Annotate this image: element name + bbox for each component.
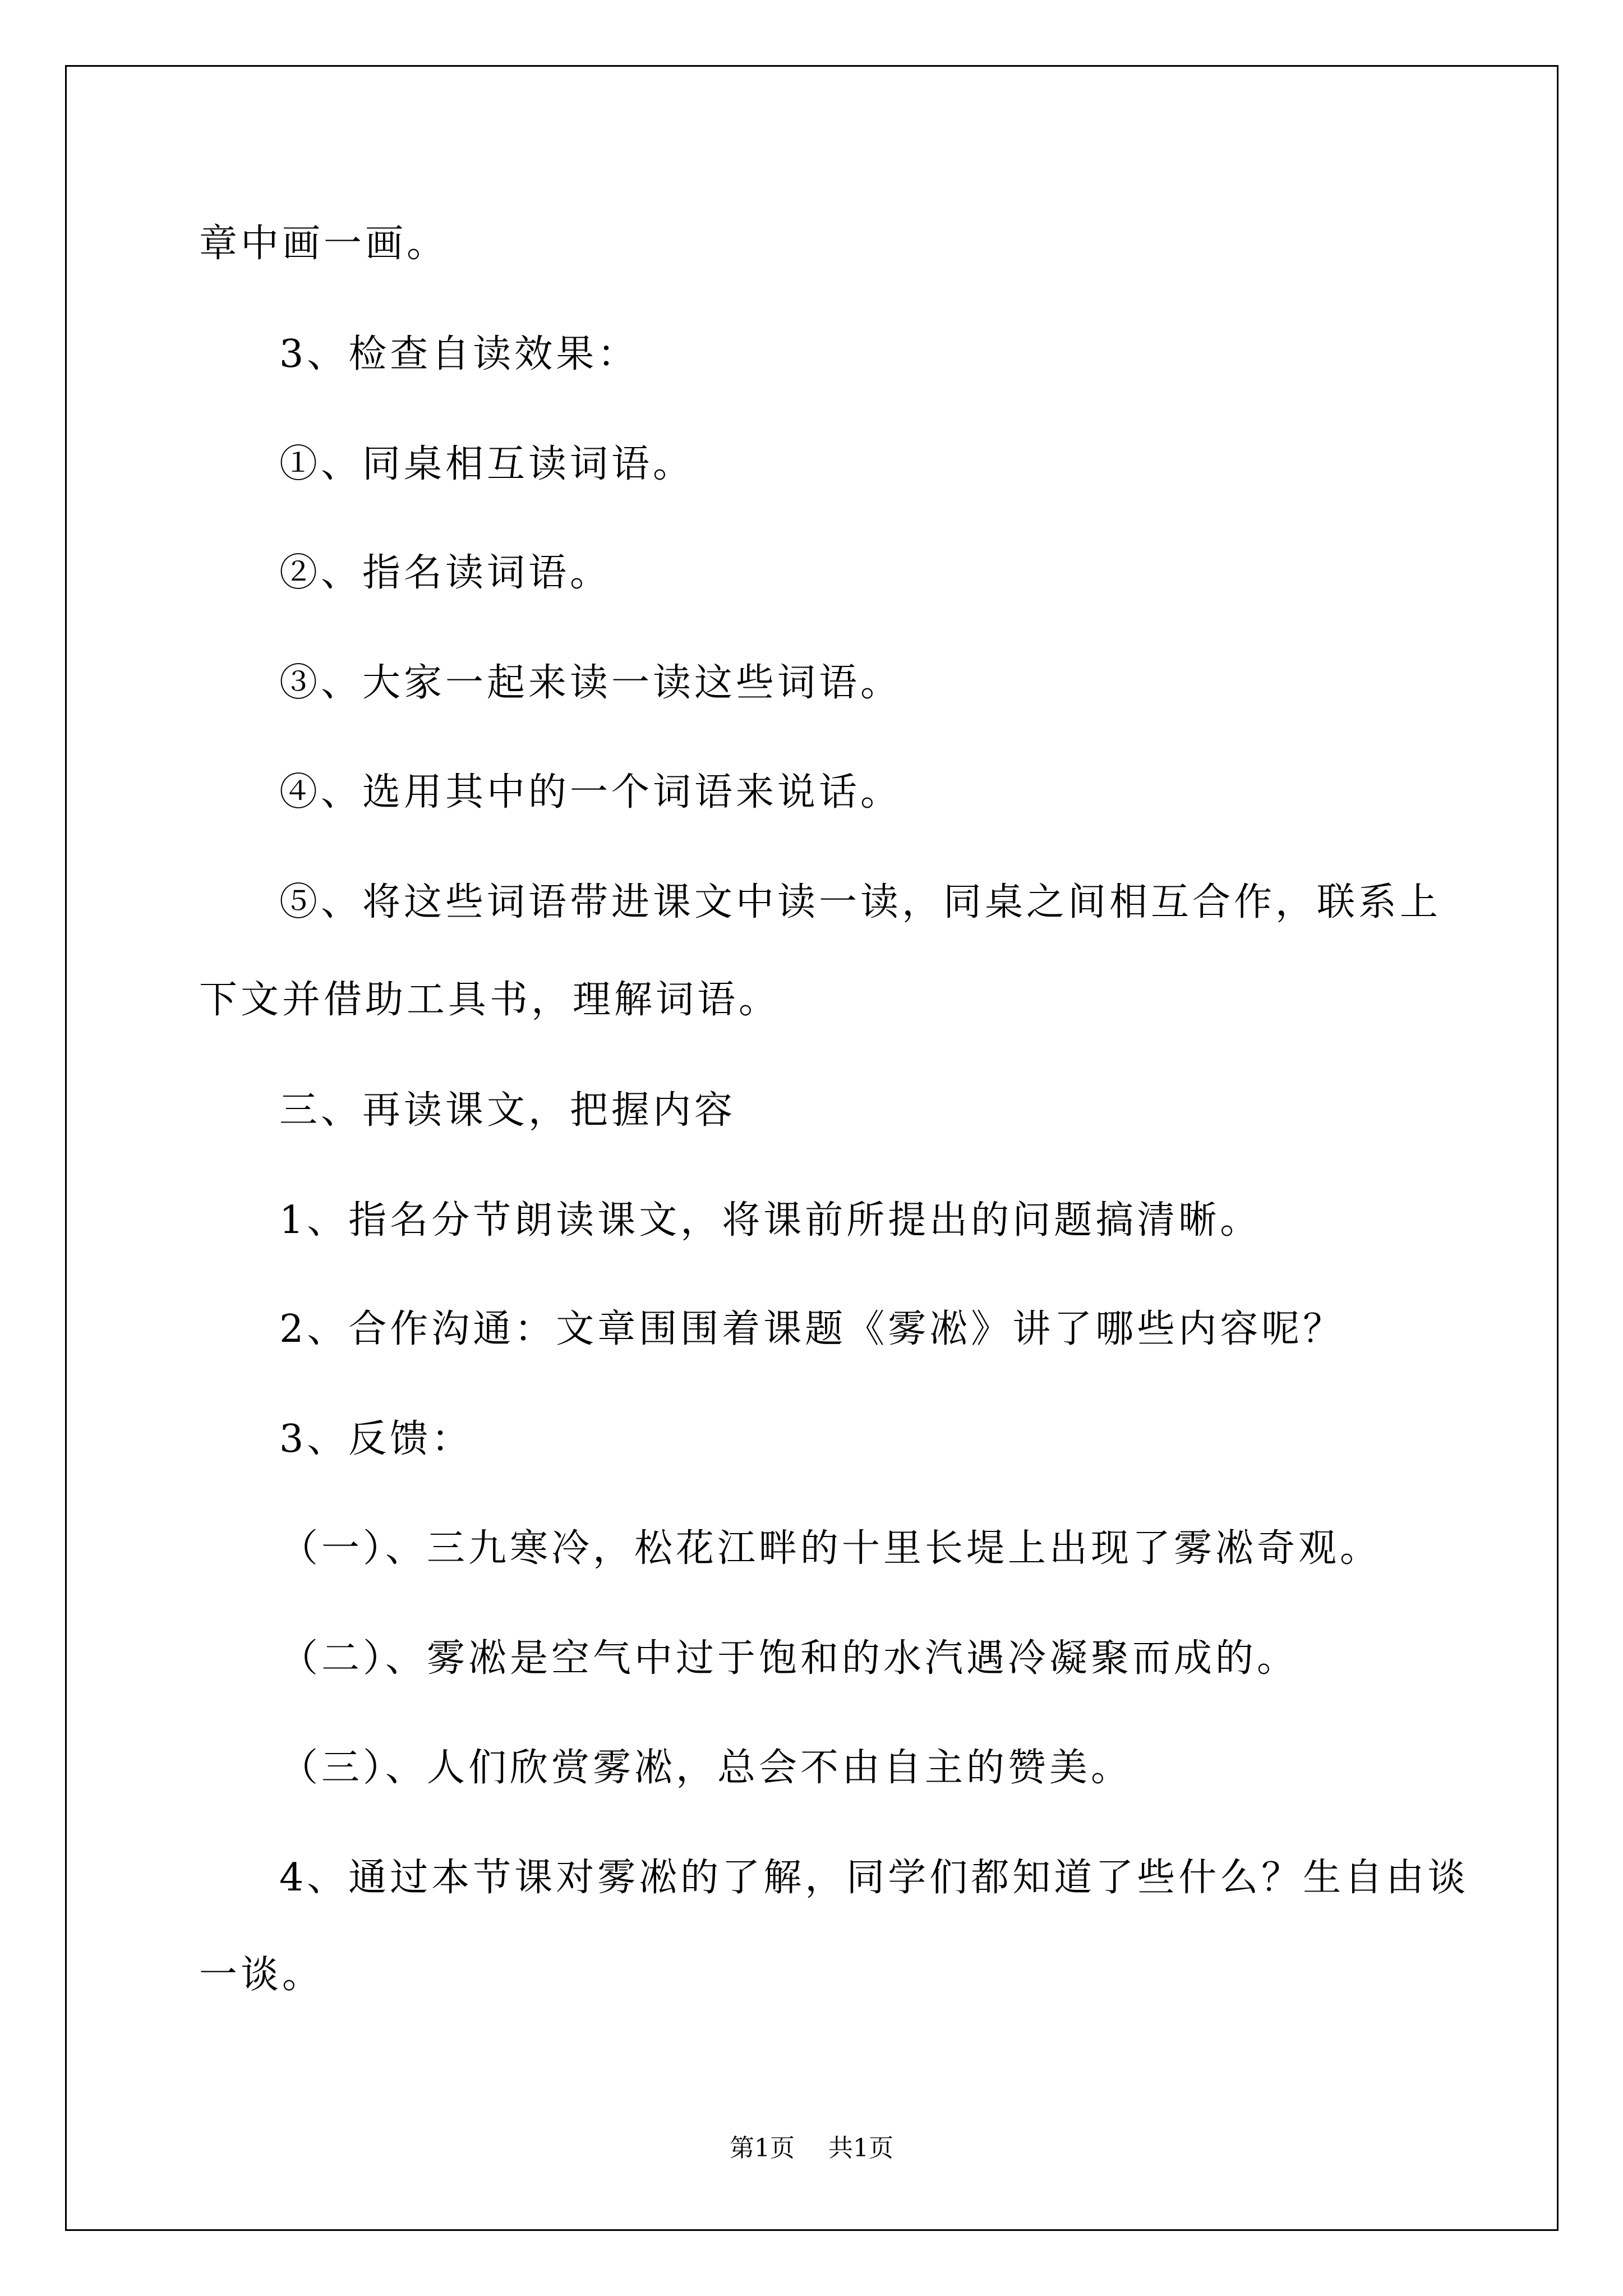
paragraph-line: （三）、人们欣赏雾凇，总会不由自主的赞美。	[280, 1746, 1133, 1790]
paragraph-line: 3、检查自读效果：	[279, 332, 639, 376]
paragraph-line: （二）、雾凇是空气中过于饱和的水汽遇冷凝聚而成的。	[280, 1636, 1299, 1681]
paragraph-line: 2、合作沟通：文章围围着课题《雾凇》讲了哪些内容呢？	[279, 1307, 1345, 1351]
page-border	[65, 65, 1559, 2231]
paragraph-line: 3、反馈：	[279, 1417, 473, 1461]
paragraph-line: ④、选用其中的一个词语来说话。	[279, 770, 902, 815]
paragraph-line: ⑤、将这些词语带进课文中读一读，同桌之间相互合作，联系上	[279, 880, 1442, 924]
paragraph-line: ③、大家一起来读一读这些词语。	[279, 661, 902, 705]
paragraph-line: 下文并借助工具书，理解词语。	[199, 978, 781, 1022]
paragraph-line: ②、指名读词语。	[279, 551, 612, 595]
paragraph-line: 4、通过本节课对雾凇的了解，同学们都知道了些什么？生自由谈	[279, 1856, 1469, 1900]
page-footer	[0, 2132, 1623, 2165]
section-heading: 三、再读课文，把握内容	[279, 1088, 736, 1133]
paragraph-line: 一谈。	[199, 1953, 324, 1997]
paragraph-line: ①、同桌相互读词语。	[279, 442, 695, 486]
paragraph-line: （一）、三九寒冷，松花江畔的十里长堤上出现了雾凇奇观。	[280, 1526, 1382, 1571]
page-total-label: 共1页	[828, 2134, 893, 2162]
paragraph-line: 1、指名分节朗读课文，将课前所提出的问题搞清晰。	[279, 1198, 1262, 1243]
paragraph-line: 章中画一画。	[199, 222, 449, 266]
page-number-label: 第1页	[730, 2134, 795, 2162]
